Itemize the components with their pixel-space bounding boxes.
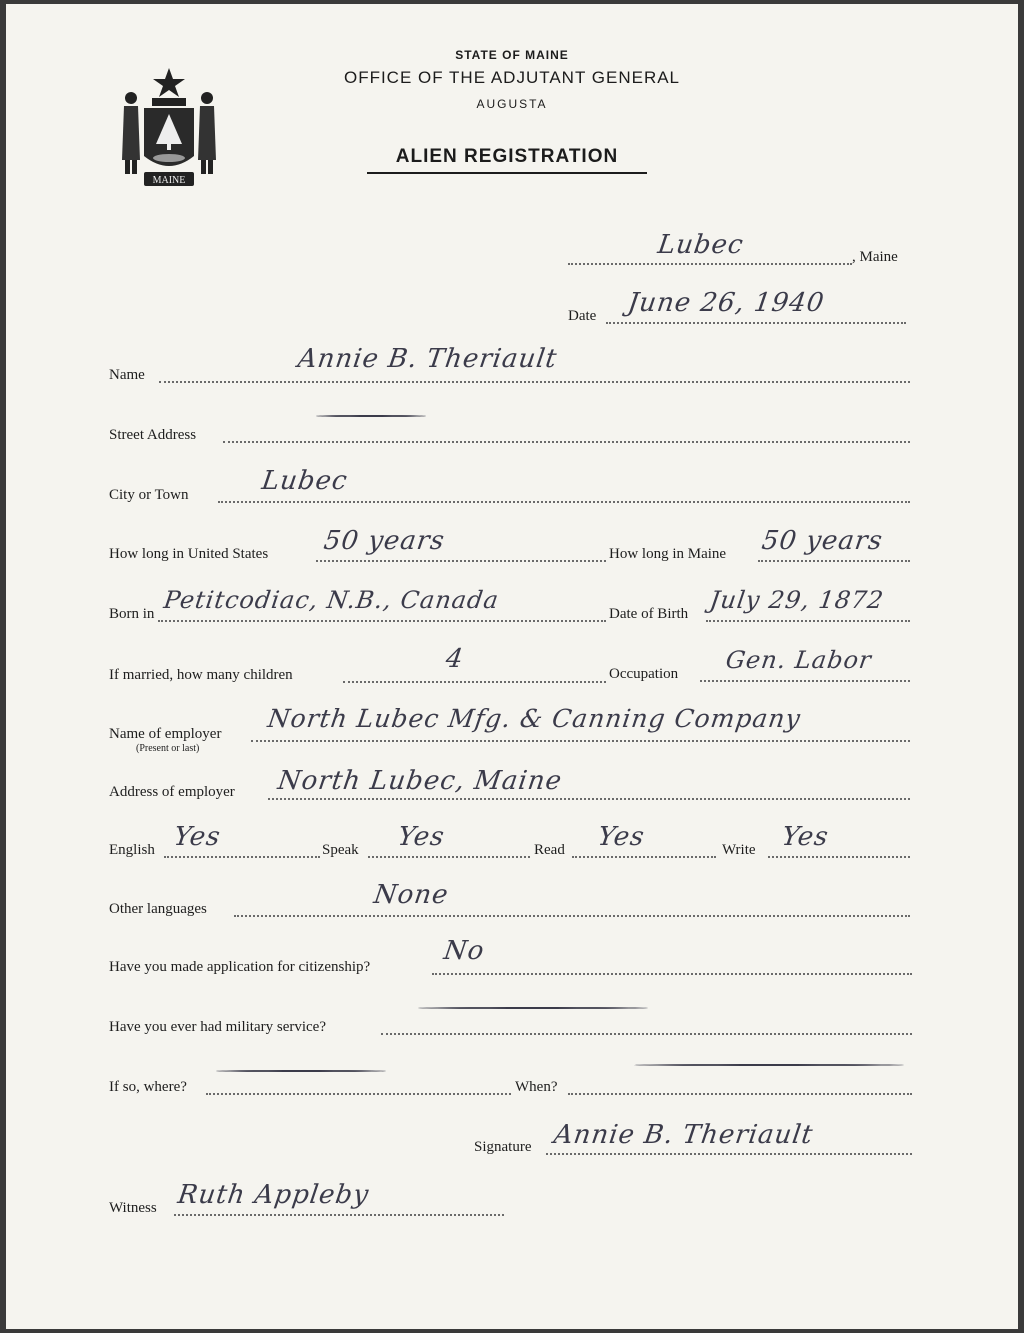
military-line [381, 1033, 912, 1035]
state-heading: STATE OF MAINE [455, 48, 569, 62]
employer-name-line [251, 740, 910, 742]
other-languages-label: Other languages [109, 901, 207, 917]
write-label: Write [722, 842, 756, 858]
write-line [768, 856, 910, 858]
city-label: City or Town [109, 487, 189, 503]
witness-entry: Ruth Appleby [175, 1180, 371, 1210]
write-entry: Yes [779, 822, 831, 852]
city-heading: AUGUSTA [476, 97, 548, 111]
dob-label: Date of Birth [609, 606, 689, 622]
signature-label: Signature [474, 1139, 532, 1155]
where-dash [216, 1070, 386, 1072]
when-dash [634, 1064, 904, 1066]
maine-duration-line [758, 560, 910, 562]
where-line [206, 1093, 511, 1095]
seal-text: MAINE [152, 175, 186, 186]
us-duration-entry: 50 years [321, 526, 447, 556]
date-line [606, 322, 906, 324]
town-entry: Lubec [655, 230, 746, 260]
other-languages-line [234, 915, 910, 917]
employer-name-sublabel: (Present or last) [136, 743, 200, 754]
citizenship-line [432, 973, 912, 975]
born-in-label: Born in [109, 606, 155, 622]
signature-entry: Annie B. Theriault [551, 1120, 816, 1150]
occupation-line [700, 680, 910, 682]
when-line [568, 1093, 912, 1095]
street-address-label: Street Address [109, 427, 197, 443]
office-heading: OFFICE OF THE ADJUTANT GENERAL [343, 68, 681, 87]
speak-entry: Yes [395, 822, 447, 852]
read-entry: Yes [595, 822, 647, 852]
name-line [159, 381, 910, 383]
date-entry: June 26, 1940 [625, 288, 827, 318]
occupation-label: Occupation [609, 666, 679, 682]
when-label: When? [515, 1079, 558, 1095]
english-line [164, 856, 320, 858]
children-line [343, 681, 606, 683]
born-in-line [158, 620, 606, 622]
maine-duration-label: How long in Maine [609, 546, 727, 562]
maine-label: , Maine [852, 249, 898, 265]
english-entry: Yes [171, 822, 223, 852]
military-dash [418, 1007, 648, 1009]
dob-entry: July 29, 1872 [708, 586, 886, 614]
date-label: Date [568, 308, 597, 324]
english-label: English [109, 842, 155, 858]
name-label: Name [109, 367, 145, 383]
children-entry: 4 [443, 644, 466, 674]
occupation-entry: Gen. Labor [724, 646, 874, 674]
name-entry: Annie B. Theriault [295, 344, 560, 374]
city-line [218, 501, 910, 503]
speak-line [368, 856, 530, 858]
where-label: If so, where? [109, 1079, 187, 1095]
street-address-dash [316, 415, 426, 417]
us-duration-label: How long in United States [109, 546, 269, 562]
witness-label: Witness [109, 1200, 157, 1216]
form-title: ALIEN REGISTRATION [367, 146, 647, 174]
employer-name-entry: North Lubec Mfg. & Canning Company [265, 704, 803, 733]
maine-duration-entry: 50 years [759, 526, 885, 556]
read-line [572, 856, 716, 858]
witness-line [174, 1214, 504, 1216]
town-line [568, 263, 852, 265]
employer-address-entry: North Lubec, Maine [275, 766, 565, 796]
signature-line [546, 1153, 912, 1155]
read-label: Read [534, 842, 565, 858]
citizenship-entry: No [441, 936, 487, 966]
citizenship-label: Have you made application for citizenship? [109, 959, 371, 975]
military-label: Have you ever had military service? [109, 1019, 326, 1035]
children-label: If married, how many children [109, 667, 293, 683]
speak-label: Speak [322, 842, 359, 858]
us-duration-line [316, 560, 606, 562]
registration-form [6, 4, 1018, 1329]
employer-address-label: Address of employer [109, 784, 235, 800]
employer-name-label: Name of employer [109, 726, 222, 742]
born-in-entry: Petitcodiac, N.B., Canada [162, 586, 501, 614]
employer-address-line [268, 798, 910, 800]
dob-line [706, 620, 910, 622]
city-entry: Lubec [259, 466, 350, 496]
street-address-line [223, 441, 910, 443]
other-languages-entry: None [371, 880, 451, 910]
